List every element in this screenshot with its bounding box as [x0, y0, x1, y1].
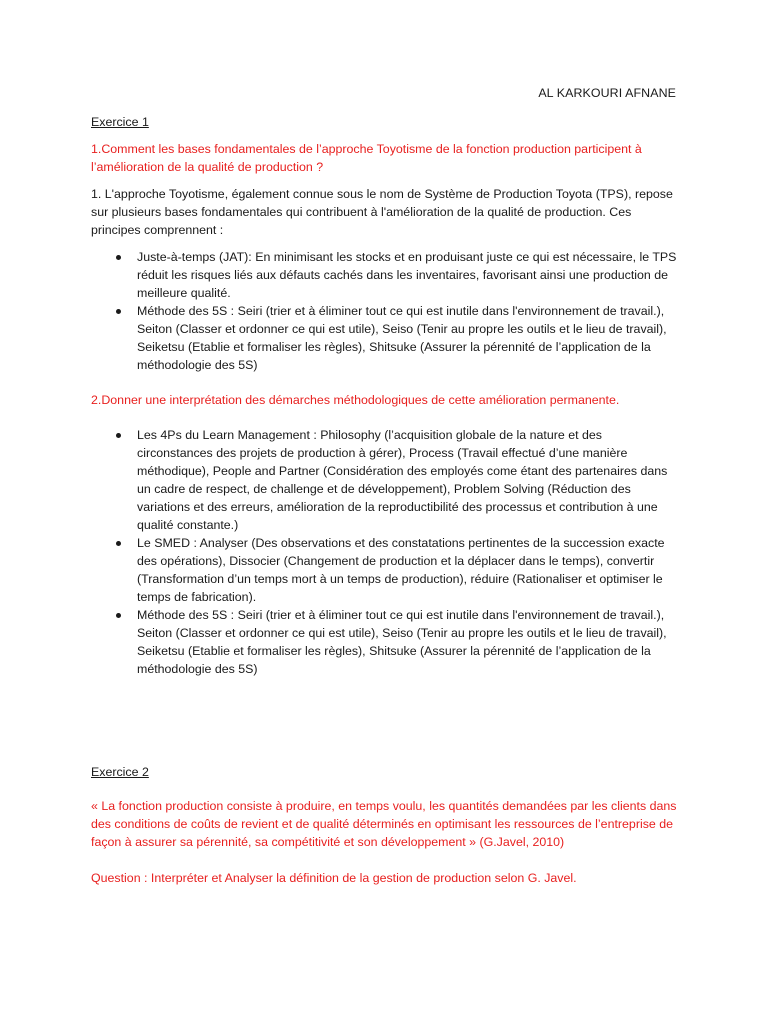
list-item: Le SMED : Analyser (Des observations et des constatations pertinentes de la succession exacte des opérations), Dissocier (Changement de production et la déplacer dans le temps), convertir (Transformation d’un temps mort à un temps de production), réduire (Rationaliser et optimiser le temps de fabrication). [91, 534, 681, 606]
exercise1-answer1-intro: 1. L'approche Toyotisme, également connue sous le nom de Système de Production Toyota (TPS), repose sur plusieurs bases fondamentales qui contribuent à l'amélioration de la qualité de production. Ces principes comprennent : [91, 187, 673, 237]
exercise2-title [91, 763, 681, 781]
answer1-bullet-list [91, 248, 681, 374]
exercise2-question: Question : Interpréter et Analyser la définition de la gestion de production selon G. Javel. [91, 871, 577, 885]
exercise1-question1: 1.Comment les bases fondamentales de l’approche Toyotisme de la fonction production participent à l’amélioration de la qualité de production ? [91, 142, 642, 174]
list-item: Méthode des 5S : Seiri (trier et à éliminer tout ce qui est inutile dans l'environnement de travail.), Seiton (Classer et ordonner ce qui est utile), Seiso (Tenir au propre les outils et le lieu de travail), Seiketsu (Etablie et formaliser les règles), Shitsuke (Assurer la pérennité de l’application de la méthodologie des 5S) [91, 606, 681, 678]
list-item: Méthode des 5S : Seiri (trier et à éliminer tout ce qui est inutile dans l'environnement de travail.), Seiton (Classer et ordonner ce qui est utile), Seiso (Tenir au propre les outils et le lieu de travail), Seiketsu (Etablie et formaliser les règles), Shitsuke (Assurer la pérennité de l’application de la méthodologie des 5S) [91, 302, 681, 374]
exercise2-heading: Exercice 2 [91, 765, 149, 779]
list-item: Juste-à-temps (JAT): En minimisant les stocks et en produisant juste ce qui est nécessaire, le TPS réduit les risques liés aux défauts cachés dans les inventaires, favorisant ainsi une production de meilleure qualité. [91, 248, 681, 302]
exercise1-heading: Exercice 1 [91, 115, 149, 129]
author-name: AL KARKOURI AFNANE [538, 86, 676, 100]
exercise1-question2: 2.Donner une interprétation des démarches méthodologiques de cette amélioration permanente. [91, 393, 620, 407]
list-item: Les 4Ps du Learn Management : Philosophy (l’acquisition globale de la nature et des circonstances des projets de production à gérer), Process (Travail effectué d’une manière méthodique), People and Partner (Considération des employés come étant des partenaires dans un cadre de respect, de challenge et de développement), Problem Solving (Réduction des variations et des erreurs, amélioration de la reproductibilité des processus et contribution à une qualité constante.) [91, 426, 681, 534]
answer2-bullet-list [91, 426, 681, 678]
exercise1-title [91, 113, 681, 131]
exercise2-quote: « La fonction production consiste à produire, en temps voulu, les quantités demandées par les clients dans des conditions de coûts de revient et de qualité déterminés en optimisant les ressources de l’entreprise de façon à assurer sa pérennité, sa compétitivité et son développement » (G.Javel, 2010) [91, 799, 677, 849]
